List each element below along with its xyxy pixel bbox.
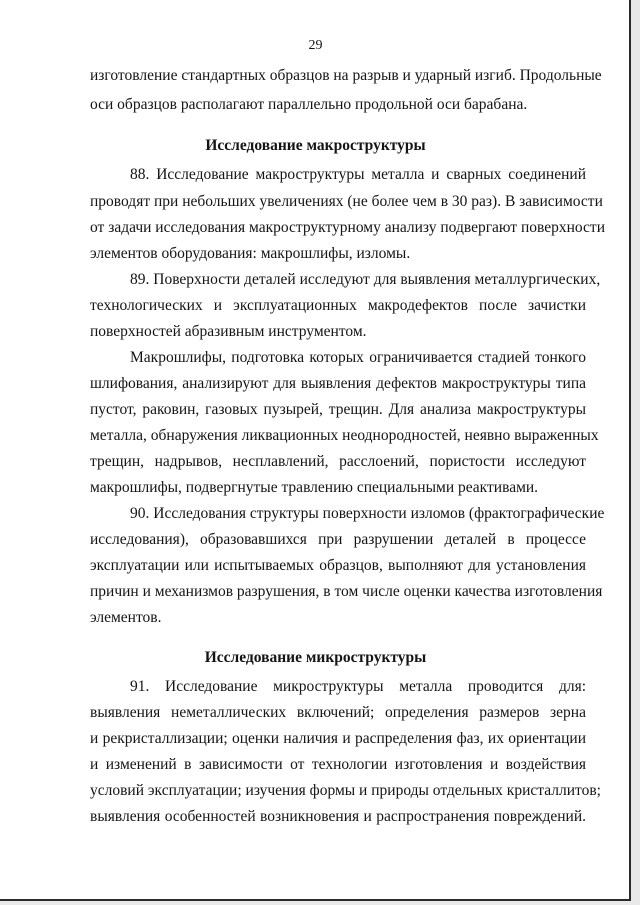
text-line: изготовление стандартных образцов на разрыв и ударный изгиб. Продольные [90, 67, 602, 84]
section-heading-macrostructure: Исследование макроструктуры [205, 137, 426, 154]
text-line: элементов. [90, 609, 162, 626]
text-line: шлифования, анализируют для выявления дефектов макроструктуры типа [90, 375, 586, 392]
page-number: 29 [308, 38, 323, 53]
text-line: пустот, раковин, газовых пузырей, трещин. Для анализа макроструктуры [90, 401, 586, 418]
text-line: условий эксплуатации; изучения формы и природы отдельных кристаллитов; [90, 782, 601, 799]
text-line: оси образцов располагают параллельно продольной оси барабана. [90, 96, 528, 113]
text-line: выявления особенностей возникновения и распространения повреждений. [90, 808, 586, 825]
text-line: исследования), образовавшихся при разрушении деталей в процессе [90, 531, 586, 548]
text-line: 89. Поверхности деталей исследуют для выявления металлургических, [130, 271, 601, 288]
text-line: и изменений в зависимости от технологии изготовления и воздействия [90, 756, 586, 773]
text-line: причин и механизмов разрушения, в том числе оценки качества изготовления [90, 583, 603, 600]
text-line: проводят при небольших увеличениях (не более чем в 30 раз). В зависимости [90, 193, 603, 210]
text-line: 90. Исследования структуры поверхности изломов (фрактографические [130, 505, 605, 522]
text-line: эксплуатации или испытываемых образцов, выполняют для установления [90, 557, 586, 574]
text-line: и рекристаллизации; оценки наличия и распределения фаз, их ориентации [90, 730, 586, 747]
text-line: 91. Исследование микроструктуры металла проводится для: [130, 678, 586, 695]
text-line: металла, обнаружения ликвационных неоднородностей, неявно выраженных [90, 427, 599, 444]
text-line: выявления неметаллических включений; определения размеров зерна [90, 704, 586, 721]
text-line: 88. Исследование макроструктуры металла и сварных соединений [130, 166, 586, 183]
text-line: Макрошлифы, подготовка которых ограничивается стадией тонкого [130, 349, 586, 366]
text-line: макрошлифы, подвергнутые травлению специальными реактивами. [90, 479, 539, 496]
text-line: трещин, надрывов, несплавлений, расслоений, пористости исследуют [90, 453, 586, 470]
text-line: элементов оборудования: макрошлифы, изломы. [90, 245, 411, 262]
text-line: поверхностей абразивным инструментом. [90, 323, 367, 340]
section-heading-microstructure: Исследование микроструктуры [204, 649, 427, 666]
text-line: технологических и эксплуатационных макродефектов после зачистки [90, 297, 586, 314]
text-line: от задачи исследования макроструктурному анализу подвергают поверхности [90, 219, 605, 236]
